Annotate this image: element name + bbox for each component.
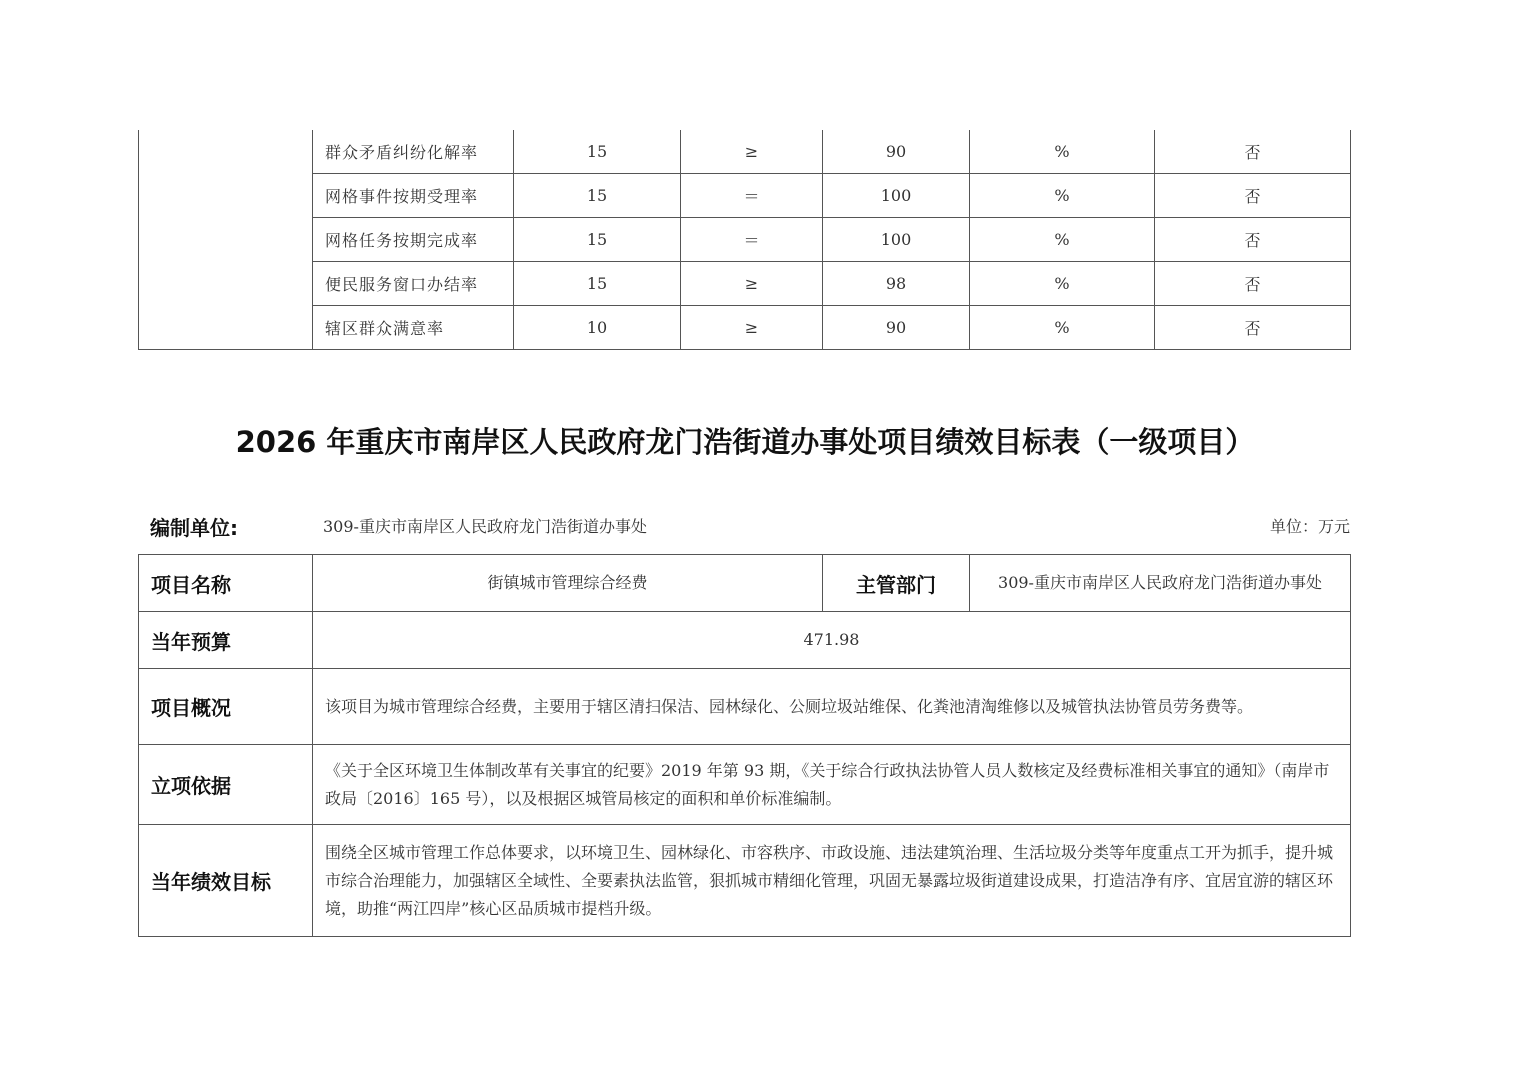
- table-row: [139, 130, 1351, 174]
- table-row: [139, 174, 1351, 218]
- project-table: [138, 554, 1351, 937]
- indicator-flag: 否: [1155, 130, 1351, 174]
- indicator-operator: ＝: [681, 174, 823, 218]
- indicator-weight: 15: [514, 174, 681, 218]
- org-label: 编制单位:: [150, 516, 238, 540]
- table-row: [139, 306, 1351, 350]
- indicator-operator: ≥: [681, 262, 823, 306]
- indicator-value: 90: [823, 306, 970, 350]
- table-row: [139, 825, 1351, 937]
- org-value: 309-重庆市南岸区人民政府龙门浩街道办事处: [323, 517, 647, 536]
- dept-value: 309-重庆市南岸区人民政府龙门浩街道办事处: [970, 555, 1351, 612]
- merged-category-cell: [139, 130, 313, 350]
- indicator-name: 网格事件按期受理率: [313, 174, 514, 218]
- table-row: [139, 555, 1351, 612]
- indicator-weight: 15: [514, 218, 681, 262]
- table-row: [139, 262, 1351, 306]
- indicator-operator: ≥: [681, 306, 823, 350]
- indicator-table-continued: [138, 130, 1351, 350]
- indicator-flag: 否: [1155, 306, 1351, 350]
- indicator-unit: %: [970, 218, 1155, 262]
- indicator-operator: ＝: [681, 218, 823, 262]
- indicator-unit: %: [970, 130, 1155, 174]
- basis-label: 立项依据: [139, 745, 313, 825]
- indicator-flag: 否: [1155, 262, 1351, 306]
- indicator-weight: 10: [514, 306, 681, 350]
- indicator-value: 100: [823, 174, 970, 218]
- project-name-value: 街镇城市管理综合经费: [313, 555, 823, 612]
- goal-value: 围绕全区城市管理工作总体要求，以环境卫生、园林绿化、市容秩序、市政设施、违法建筑治理、生活垃圾分类等年度重点工开为抓手，提升城市综合治理能力，加强辖区全域性、全要素执法监管，狠抓城市精细化管理，巩固无暴露垃圾街道建设成果，打造洁净有序、宜居宜游的辖区环境，助推“两江四岸”核心区品质城市提档升级。: [313, 825, 1351, 937]
- indicator-value: 98: [823, 262, 970, 306]
- indicator-unit: %: [970, 174, 1155, 218]
- overview-value: 该项目为城市管理综合经费，主要用于辖区清扫保洁、园林绿化、公厕垃圾站维保、化粪池清淘维修以及城管执法协管员劳务费等。: [313, 669, 1351, 745]
- table-row: [139, 218, 1351, 262]
- budget-value: 471.98: [313, 612, 1351, 669]
- table-row: [139, 612, 1351, 669]
- indicator-name: 辖区群众满意率: [313, 306, 514, 350]
- indicator-weight: 15: [514, 262, 681, 306]
- page-title: 2026 年重庆市南岸区人民政府龙门浩街道办事处项目绩效目标表（一级项目）: [235, 425, 1255, 459]
- indicator-value: 90: [823, 130, 970, 174]
- overview-label: 项目概况: [139, 669, 313, 745]
- indicator-flag: 否: [1155, 174, 1351, 218]
- indicator-operator: ≥: [681, 130, 823, 174]
- project-name-label: 项目名称: [139, 555, 313, 612]
- indicator-unit: %: [970, 306, 1155, 350]
- indicator-flag: 否: [1155, 218, 1351, 262]
- budget-label: 当年预算: [139, 612, 313, 669]
- indicator-value: 100: [823, 218, 970, 262]
- table-row: [139, 745, 1351, 825]
- unit-label: 单位：万元: [1269, 517, 1350, 536]
- indicator-name: 群众矛盾纠纷化解率: [313, 130, 514, 174]
- basis-value: 《关于全区环境卫生体制改革有关事宜的纪要》2019 年第 93 期，《关于综合行政执法协管人员人数核定及经费标准相关事宜的通知》（南岸市政局〔2016〕165 号），以及根据区城管局核定的面积和单价标准编制。: [313, 745, 1351, 825]
- indicator-unit: %: [970, 262, 1155, 306]
- indicator-name: 便民服务窗口办结率: [313, 262, 514, 306]
- dept-label: 主管部门: [823, 555, 970, 612]
- table-row: [139, 669, 1351, 745]
- goal-label: 当年绩效目标: [139, 825, 313, 937]
- indicator-weight: 15: [514, 130, 681, 174]
- indicator-name: 网格任务按期完成率: [313, 218, 514, 262]
